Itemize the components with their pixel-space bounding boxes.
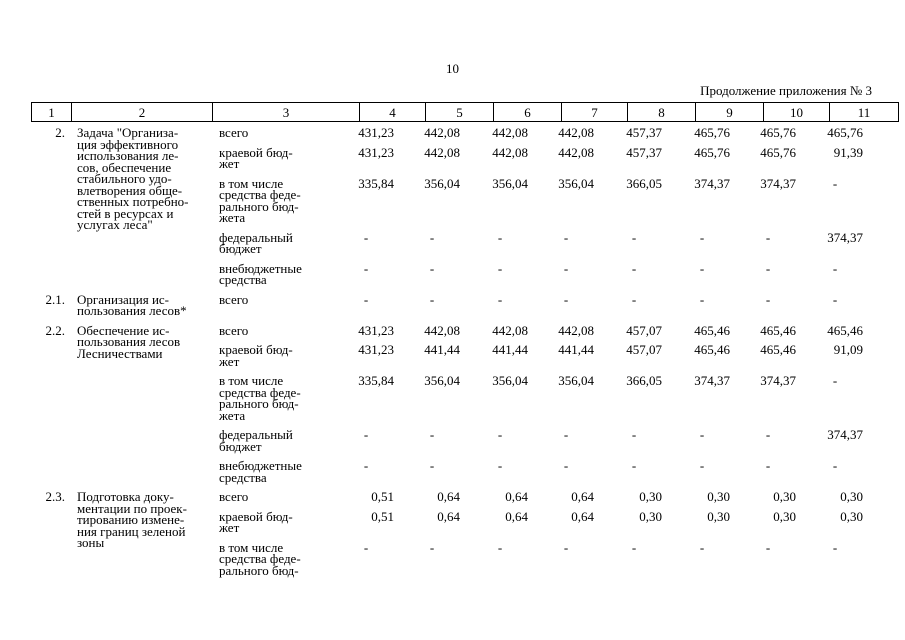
cell-value: - — [563, 458, 569, 473]
cell-value: 465,76 — [694, 144, 730, 160]
cell-value: - — [363, 539, 369, 555]
cell-value: 442,08 — [558, 144, 594, 160]
cell-value: 0,30 — [707, 508, 730, 524]
row-label-line: краевой бюд- — [219, 144, 293, 160]
cell-value: 0,64 — [505, 489, 528, 504]
cell-value: 356,04 — [424, 175, 460, 191]
row-label — [219, 508, 325, 535]
row-label-line: средства феде- — [219, 551, 301, 566]
cell-value: - — [765, 260, 771, 276]
col-header-8: 8 — [628, 103, 696, 122]
cell-value: 442,08 — [424, 144, 460, 160]
cell-value: 91,09 — [833, 342, 863, 357]
cell-value: - — [497, 539, 503, 555]
cell-value: 0,30 — [639, 508, 662, 524]
cell-value: 0,51 — [371, 489, 394, 504]
cell-value: - — [563, 291, 569, 307]
section-title-line: ция эффективного — [77, 136, 179, 152]
cell-value: - — [699, 458, 705, 473]
cell-value: 374,37 — [827, 427, 863, 442]
cell-value: 442,08 — [424, 125, 460, 140]
row-label-line: краевой бюд- — [219, 342, 293, 357]
row-label-line: рального бюд- — [219, 198, 299, 214]
cell-value: - — [765, 427, 771, 442]
row-label-line: жет — [219, 520, 240, 535]
cell-value: - — [429, 458, 435, 473]
cell-value: 457,37 — [626, 144, 662, 160]
row-label-line: федеральный — [219, 427, 293, 442]
row-label-line: средства феде- — [219, 384, 301, 400]
section-title-line: Подготовка доку- — [77, 489, 174, 504]
cell-value: - — [631, 458, 637, 473]
cell-value: - — [832, 539, 838, 555]
cell-value: 442,08 — [424, 322, 460, 338]
cell-value: 356,04 — [558, 373, 594, 388]
row-label-line: жет — [219, 156, 240, 171]
row-label — [219, 175, 325, 225]
cell-value: - — [765, 458, 771, 473]
cell-value: - — [497, 427, 503, 442]
cell-value: - — [363, 291, 369, 307]
section-title-line: ния границ зеленой — [77, 523, 186, 539]
cell-value: - — [765, 291, 771, 307]
cell-value: 457,37 — [626, 125, 662, 140]
section-title-line: зоны — [77, 535, 105, 550]
cell-value: 91,39 — [833, 144, 863, 160]
section-title-line: пользования лесов* — [77, 303, 187, 318]
cell-value: - — [832, 175, 838, 191]
row-label-line: жета — [219, 407, 246, 423]
row-label-line: внебюджетные — [219, 260, 302, 276]
cell-value: 0,64 — [571, 508, 594, 524]
section-title-line: использования ле- — [77, 148, 179, 163]
cell-value: 465,76 — [827, 125, 863, 140]
cell-value: - — [631, 229, 637, 245]
cell-value: 431,23 — [358, 342, 394, 357]
cell-value: - — [832, 458, 838, 473]
section-title-line: пользования лесов — [77, 334, 181, 349]
cell-value: - — [563, 539, 569, 555]
col-header-10: 10 — [764, 103, 830, 122]
col-header-9: 9 — [696, 103, 764, 122]
section-title-line: тированию измене- — [77, 512, 185, 527]
row-label — [219, 127, 325, 139]
cell-value: - — [497, 229, 503, 245]
cell-value: - — [363, 229, 369, 245]
section-number: 2.3. — [45, 489, 65, 504]
row-label-line: всего — [219, 291, 249, 307]
cell-value: 366,05 — [626, 175, 662, 191]
section-title — [71, 127, 212, 231]
cell-value: 441,44 — [424, 342, 460, 357]
row-label-line: в том числе — [219, 539, 284, 555]
cell-value: 0,30 — [840, 508, 863, 524]
row-label — [219, 429, 325, 452]
cell-value: 0,30 — [639, 489, 662, 504]
section-number: 2. — [55, 125, 65, 140]
cell-value: 442,08 — [558, 125, 594, 140]
row-label — [219, 229, 325, 256]
row-label-line: внебюджетные — [219, 458, 302, 473]
cell-value: - — [429, 229, 435, 245]
cell-value: 465,76 — [694, 125, 730, 140]
cell-value: 442,08 — [492, 125, 528, 140]
cell-value: 0,64 — [437, 489, 460, 504]
section-title — [71, 322, 212, 361]
section-number: 2.2. — [45, 322, 65, 338]
cell-value: 0,64 — [437, 508, 460, 524]
page-number: 10 — [446, 61, 459, 76]
section-title-line: Обеспечение ис- — [77, 322, 170, 338]
cell-value: - — [429, 427, 435, 442]
cell-value: 431,23 — [358, 322, 394, 338]
cell-value: 374,37 — [694, 175, 730, 191]
cell-value: 441,44 — [492, 342, 528, 357]
cell-value: 374,37 — [827, 229, 863, 245]
cell-value: 0,51 — [371, 508, 394, 524]
cell-value: 442,08 — [492, 144, 528, 160]
row-label-line: средства — [219, 272, 267, 287]
col-header-3: 3 — [213, 103, 360, 122]
cell-value: - — [497, 260, 503, 276]
cell-value: - — [765, 229, 771, 245]
section-title — [71, 491, 212, 549]
section-title-line: ственных потребно- — [77, 194, 189, 209]
section-title-line: влетворения обще- — [77, 182, 183, 198]
row-label — [219, 344, 325, 367]
cell-value: 335,84 — [358, 373, 394, 388]
cell-value: - — [429, 539, 435, 555]
cell-value: 465,46 — [760, 322, 796, 338]
cell-value: 431,23 — [358, 125, 394, 140]
cell-value: - — [497, 458, 503, 473]
row-label-line: жета — [219, 210, 246, 225]
cell-value: - — [631, 427, 637, 442]
row-label — [219, 291, 325, 307]
row-label-line: в том числе — [219, 373, 284, 388]
cell-value: 335,84 — [358, 175, 394, 191]
cell-value: - — [429, 260, 435, 276]
cell-value: - — [832, 373, 838, 388]
cell-value: - — [563, 260, 569, 276]
section-title-line: Лесничествами — [77, 345, 163, 361]
cell-value: - — [563, 427, 569, 442]
section-title-line: сов, обеспечение — [77, 159, 172, 175]
cell-value: 0,30 — [773, 489, 796, 504]
section-number: 2.1. — [45, 291, 65, 307]
cell-value: 0,64 — [571, 489, 594, 504]
cell-value: - — [699, 291, 705, 307]
cell-value: - — [832, 260, 838, 276]
cell-value: 374,37 — [760, 175, 796, 191]
cell-value: 0,30 — [773, 508, 796, 524]
cell-value: - — [699, 260, 705, 276]
cell-value: 374,37 — [694, 373, 730, 388]
cell-value: - — [631, 291, 637, 307]
row-label — [219, 491, 325, 503]
cell-value: 465,46 — [760, 342, 796, 357]
section-title-line: Задача "Организа- — [77, 125, 179, 140]
section-title-line: стей в ресурсах и — [77, 205, 174, 221]
section-title-line: Организация ис- — [77, 291, 170, 307]
row-label-line: в том числе — [219, 175, 284, 191]
cell-value: 465,76 — [760, 125, 796, 140]
col-header-1: 1 — [32, 103, 72, 122]
col-header-2: 2 — [72, 103, 213, 122]
cell-value: 0,30 — [707, 489, 730, 504]
row-label — [219, 460, 325, 483]
row-label-line: всего — [219, 125, 249, 140]
row-label-line: федеральный — [219, 229, 293, 245]
row-label — [219, 144, 325, 171]
row-label-line: краевой бюд- — [219, 508, 293, 524]
cell-value: - — [363, 427, 369, 442]
row-label — [219, 260, 325, 287]
cell-value: 356,04 — [424, 373, 460, 388]
row-label-line: средства — [219, 469, 267, 485]
cell-value: - — [563, 229, 569, 245]
cell-value: 366,05 — [626, 373, 662, 388]
section-title-line: стабильного удо- — [77, 171, 172, 186]
column-header-row — [31, 102, 899, 122]
row-label-line: бюджет — [219, 438, 262, 454]
row-label-line: жет — [219, 353, 240, 369]
col-header-5: 5 — [426, 103, 494, 122]
cell-value: 442,08 — [558, 322, 594, 338]
row-label-line: всего — [219, 489, 249, 504]
cell-value: 442,08 — [492, 322, 528, 338]
row-label-line: всего — [219, 322, 249, 338]
continuation-note: Продолжение приложения № 3 — [700, 83, 872, 98]
section-title-line: услугах леса" — [77, 217, 153, 232]
cell-value: 465,46 — [694, 322, 730, 338]
cell-value: 356,04 — [492, 373, 528, 388]
cell-value: 457,07 — [626, 342, 662, 357]
cell-value: - — [699, 427, 705, 442]
cell-value: - — [363, 260, 369, 276]
cell-value: 356,04 — [492, 175, 528, 191]
section-title-line: ментации по проек- — [77, 500, 187, 516]
cell-value: - — [631, 260, 637, 276]
row-label-line: рального бюд- — [219, 562, 299, 578]
row-label — [219, 539, 325, 578]
col-header-6: 6 — [494, 103, 562, 122]
col-header-4: 4 — [360, 103, 426, 122]
col-header-7: 7 — [562, 103, 628, 122]
row-label — [219, 375, 325, 421]
row-label — [219, 322, 325, 338]
row-label-line: бюджет — [219, 241, 262, 256]
cell-value: 465,46 — [694, 342, 730, 357]
cell-value: 0,30 — [840, 489, 863, 504]
cell-value: - — [631, 539, 637, 555]
row-label-line: средства феде- — [219, 187, 301, 202]
cell-value: 465,46 — [827, 322, 863, 338]
cell-value: 356,04 — [558, 175, 594, 191]
cell-value: 374,37 — [760, 373, 796, 388]
cell-value: - — [699, 539, 705, 555]
section-title — [71, 291, 212, 318]
cell-value: 441,44 — [558, 342, 594, 357]
cell-value: - — [699, 229, 705, 245]
cell-value: - — [363, 458, 369, 473]
cell-value: - — [832, 291, 838, 307]
cell-value: - — [429, 291, 435, 307]
cell-value: 457,07 — [626, 322, 662, 338]
cell-value: 431,23 — [358, 144, 394, 160]
cell-value: 465,76 — [760, 144, 796, 160]
cell-value: - — [497, 291, 503, 307]
row-label-line: рального бюд- — [219, 396, 299, 411]
col-header-11: 11 — [830, 103, 899, 122]
cell-value: - — [765, 539, 771, 555]
cell-value: 0,64 — [505, 508, 528, 524]
